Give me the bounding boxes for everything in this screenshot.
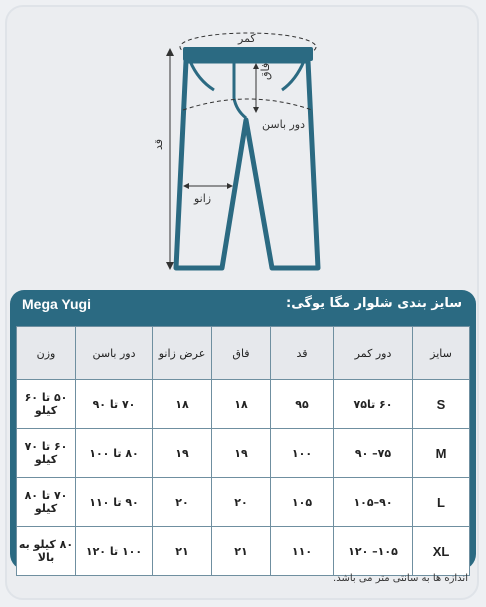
col-rise: فاق (212, 327, 271, 380)
size-table-frame (10, 320, 476, 570)
col-knee: عرض زانو (153, 327, 212, 380)
cell-length: ۱۰۵ (271, 478, 334, 527)
cell-weight: ۵۰ تا ۶۰ کیلو (17, 380, 76, 429)
knee-label: زانو (194, 192, 212, 205)
col-length: قد (271, 327, 334, 380)
cell-size: XL (413, 527, 470, 576)
units-footnote: اندازه ها به سانتی متر می باشد. (333, 573, 468, 584)
table-row (17, 380, 470, 429)
col-waist: دور کمر (334, 327, 413, 380)
cell-waist: ۶۰ تا۷۵ (334, 380, 413, 429)
col-hip: دور باسن (76, 327, 153, 380)
cell-hip: ۱۰۰ تا ۱۲۰ (76, 527, 153, 576)
cell-size: S (413, 380, 470, 429)
col-size: سایز (413, 327, 470, 380)
length-label: قد (152, 138, 165, 150)
table-row (17, 527, 470, 576)
cell-knee: ۲۱ (153, 527, 212, 576)
cell-rise: ۱۹ (212, 429, 271, 478)
pants-diagram (0, 0, 486, 280)
cell-waist: ۷۵– ۹۰ (334, 429, 413, 478)
waist-label: کمر (238, 32, 256, 45)
col-weight: وزن (17, 327, 76, 380)
table-header-row (17, 327, 470, 380)
table-row (17, 478, 470, 527)
cell-weight: ۶۰ تا ۷۰ کیلو (17, 429, 76, 478)
cell-length: ۱۱۰ (271, 527, 334, 576)
brand-name: Mega Yugi (22, 296, 91, 312)
cell-size: L (413, 478, 470, 527)
cell-weight: ۷۰ تا ۸۰ کیلو (17, 478, 76, 527)
rise-label: فاق (259, 62, 272, 80)
size-table (16, 326, 470, 576)
cell-rise: ۲۱ (212, 527, 271, 576)
cell-size: M (413, 429, 470, 478)
cell-rise: ۲۰ (212, 478, 271, 527)
cell-hip: ۹۰ تا ۱۱۰ (76, 478, 153, 527)
cell-length: ۹۵ (271, 380, 334, 429)
hip-label: دور باسن (262, 118, 306, 131)
cell-length: ۱۰۰ (271, 429, 334, 478)
cell-weight: ۸۰ کیلو به بالا (17, 527, 76, 576)
cell-waist: ۹۰–۱۰۵ (334, 478, 413, 527)
cell-knee: ۱۸ (153, 380, 212, 429)
table-row (17, 429, 470, 478)
cell-hip: ۸۰ تا ۱۰۰ (76, 429, 153, 478)
cell-rise: ۱۸ (212, 380, 271, 429)
table-title: سایز بندی شلوار مگا یوگی: (286, 296, 462, 311)
cell-waist: ۱۰۵– ۱۲۰ (334, 527, 413, 576)
cell-knee: ۱۹ (153, 429, 212, 478)
cell-hip: ۷۰ تا ۹۰ (76, 380, 153, 429)
cell-knee: ۲۰ (153, 478, 212, 527)
table-header-bar (10, 290, 476, 320)
